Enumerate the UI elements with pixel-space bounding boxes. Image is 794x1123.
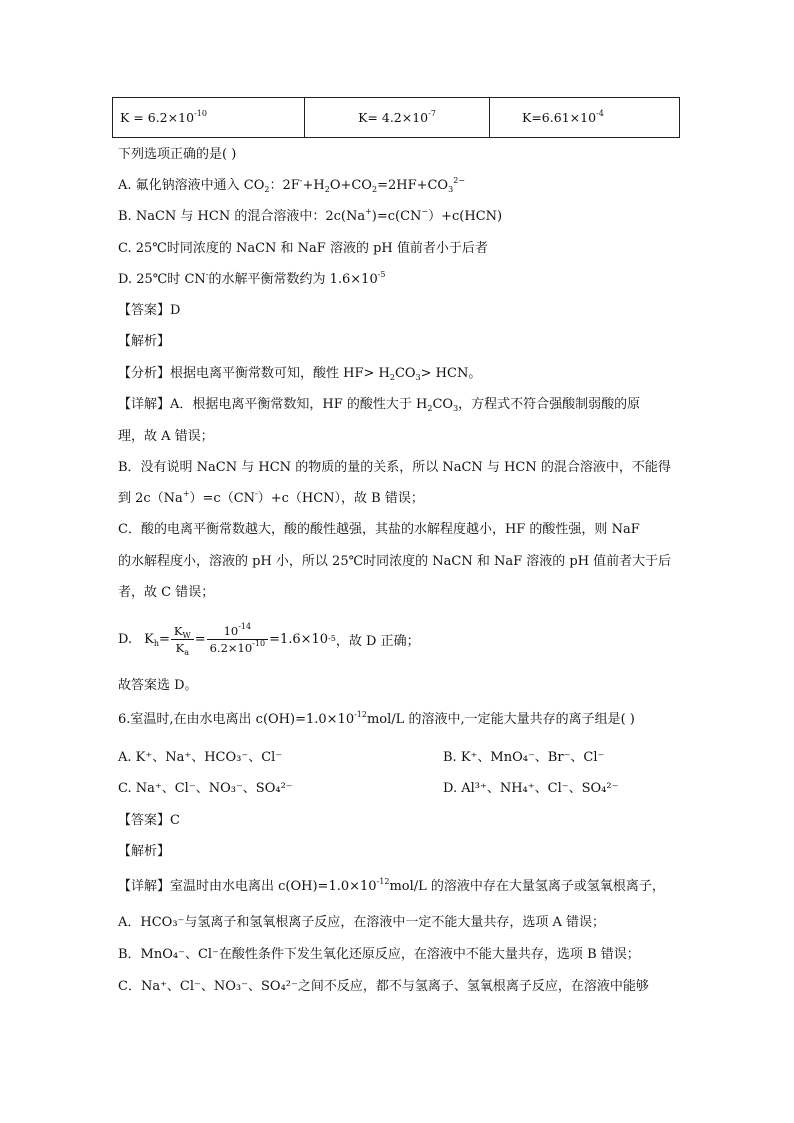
detail-c-line2: 的水解程度小，溶液的 pH 小，所以 25℃时同浓度的 NaCN 和 NaF 溶液的 pH 值前者大于后 [118,554,672,569]
analysis-label: 【解析】 [118,334,171,349]
q6-answer: 【答案】C [118,813,180,828]
table-cell-k-h2co3: $K= 4.2\times 10^{-7}$ [305,98,490,138]
q6-analysis-label: 【解析】 [118,844,171,859]
answer-label: 【答案】D [118,303,181,318]
detail-a-line1: 【详解】A．根据电离平衡常数知，HF 的酸性大于 $H_2CO_3$，方程式不符合强酸制弱酸的原 [118,397,641,413]
detail-b-line1: B．没有说明 NaCN 与 HCN 的物质的量的关系，所以 NaCN 与 HCN 的混合溶液中，不能得 [118,460,671,475]
question-stem: 下列选项正确的是( ) [118,147,237,162]
option-c: C. 25℃时同浓度的 NaCN 和 NaF 溶液的 pH 值前者小于后者 [118,241,488,256]
option-b: B. NaCN 与 HCN 的混合溶液中：2c(Na+)=c(CN−）+c(HCN) [118,207,503,224]
detail-c-line3: 者，故 C 错误； [118,585,215,600]
q6-option-c: C. Na⁺、Cl⁻、NO₃⁻、SO₄²⁻ [118,781,293,796]
q6-option-d: D. Al³⁺、NH₄⁺、Cl⁻、SO₄²⁻ [443,781,619,796]
question-6-stem: 6.室温时,在由水电离出 $c(OH)=1.0\times 10^{-12}mol/L$ 的溶液中,一定能大量共存的离子组是( ) [118,710,635,727]
option-a: A. 氟化钠溶液中通入 $CO_2$：$2F^-+H_2O+CO_2=2HF+CO_3^{2-}$ [118,176,465,194]
table-cell-k-hcn: $K = 6.2\times 10^{-10}$ [113,98,305,138]
ionization-constant-table [112,97,680,138]
conclusion: 故答案选 D。 [118,678,198,693]
option-d: D. 25℃时 CN-的水解平衡常数约为 $1.6\times 10^{-5}$ [118,270,386,287]
table-row [113,98,680,138]
detail-b-line2: 到 2c（Na+）=c（CN-）+c（HCN），故 B 错误； [118,489,424,506]
fraction-values: $\frac{10^{-14}}{6.2\times 10^{-10}}$ [207,624,268,655]
q6-detail-b: B．MnO₄⁻、Cl⁻在酸性条件下发生氧化还原反应，在溶液中不能大量共存，选项 B 错误； [118,947,640,962]
hydrolysis-equation: D. $K_h$ = $\frac{K_W}{K_a}$ = $\frac{10^{-14}}{6.2\times 10^{-10}}$ =1.6×10 -5 ，故 D 正确； [118,621,420,657]
detail-a-line2: 理，故 A 错误； [118,429,214,444]
detail-c-line1: C．酸的电离平衡常数越大，酸的酸性越强，其盐的水解程度越小，HF 的酸性强，则 NaF [118,522,640,537]
q6-detail-intro: 【详解】室温时由水电离出 $c(OH)=1.0\times 10^{-12}mol/L$ 的溶液中存在大量氢离子或氢氧根离子， [118,877,665,894]
q6-option-b: B. K⁺、MnO₄⁻、Br⁻、Cl⁻ [443,750,605,765]
fenxi-line: 【分析】根据电离平衡常数可知，酸性 $HF> H_2CO_3>$ HCN。 [118,366,482,382]
q6-detail-c: C．Na⁺、Cl⁻、NO₃⁻、SO₄²⁻之间不反应，都不与氢离子、氢氧根离子反应，在溶液中能够 [118,979,649,994]
table-cell-k-hf: $K=6.61\times 10^{-4}$ [490,98,680,138]
fraction-kw-ka: $\frac{K_W}{K_a}$ [171,624,194,655]
q6-detail-a: A．HCO₃⁻与氢离子和氢氧根离子反应，在溶液中一定不能大量共存，选项 A 错误； [118,915,606,930]
q6-option-a: A. K⁺、Na⁺、HCO₃⁻、Cl⁻ [118,750,283,765]
